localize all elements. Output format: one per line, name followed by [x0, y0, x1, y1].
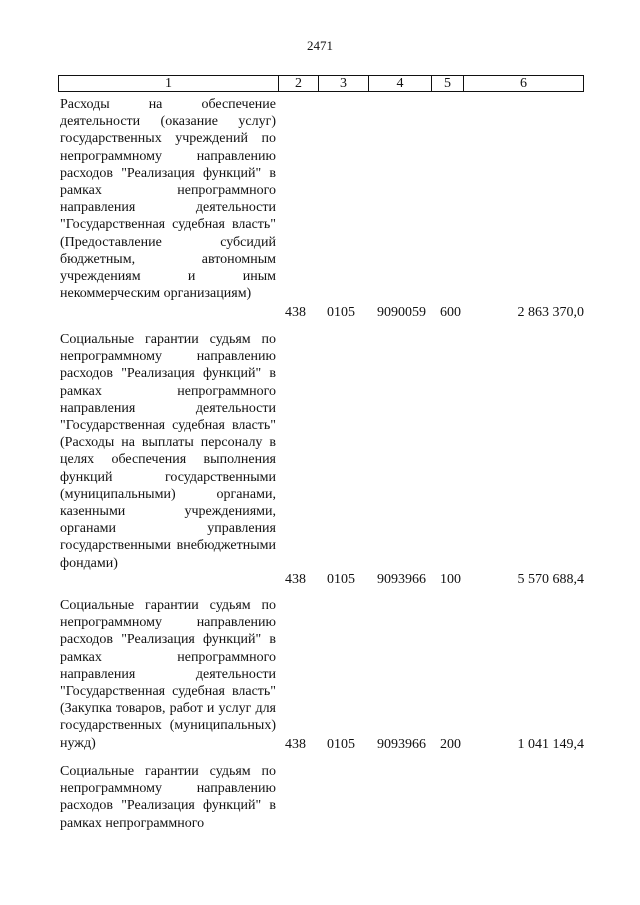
row-4-description: Социальные гарантии судьям по непрограммному направлению расходов "Реализация функций" в рамках непрограммного	[60, 764, 276, 831]
row-3-col-4: 9093966	[377, 737, 426, 752]
row-1-description: Расходы на обеспечение деятельности (оказание услуг) государственных учреждений по непрограммному направлению расходов "Реализация функций" в рамках непрограммного направления деятельности "Государственная судебная власть" (Предоставление субсидий бюджетным, автономным учреждениям и иным некоммерческим организациям)	[60, 97, 276, 302]
row-2-col-4: 9093966	[377, 572, 426, 587]
row-1-col-4: 9090059	[377, 305, 426, 320]
row-3-description: Социальные гарантии судьям по непрограммному направлению расходов "Реализация функций" в рамках непрограммного направления деятельности "Государственная судебная власть" (Закупка товаров, работ и услуг для государственных (муниципальных) нужд)	[60, 598, 276, 751]
row-3-col-6: 1 041 149,4	[517, 737, 584, 752]
header-col-1: 1	[59, 76, 279, 91]
header-col-5: 5	[432, 76, 464, 91]
header-col-2: 2	[279, 76, 319, 91]
row-2-col-6: 5 570 688,4	[517, 572, 584, 587]
row-1-col-5: 600	[440, 305, 461, 320]
header-col-3: 3	[319, 76, 369, 91]
row-2-col-2: 438	[285, 572, 306, 587]
page-number: 2471	[307, 38, 333, 53]
table-header	[58, 75, 584, 92]
row-2-col-3: 0105	[327, 572, 355, 587]
row-3-col-5: 200	[440, 737, 461, 752]
row-1-col-6: 2 863 370,0	[517, 305, 584, 320]
header-col-6: 6	[520, 76, 527, 91]
row-3-col-2: 438	[285, 737, 306, 752]
row-3-col-3: 0105	[327, 737, 355, 752]
row-1-col-3: 0105	[327, 305, 355, 320]
row-1-col-2: 438	[285, 305, 306, 320]
row-2-description: Социальные гарантии судьям по непрограммному направлению расходов "Реализация функций" в рамках непрограммного направления деятельности "Государственная судебная власть" (Расходы на выплаты персоналу в целях обеспечения выполнения функций государственными (муниципальными) органами, казенными учреждениями, органами управления государственными внебюджетными фондами)	[60, 332, 276, 571]
row-2-col-5: 100	[440, 572, 461, 587]
header-col-4: 4	[369, 76, 432, 91]
